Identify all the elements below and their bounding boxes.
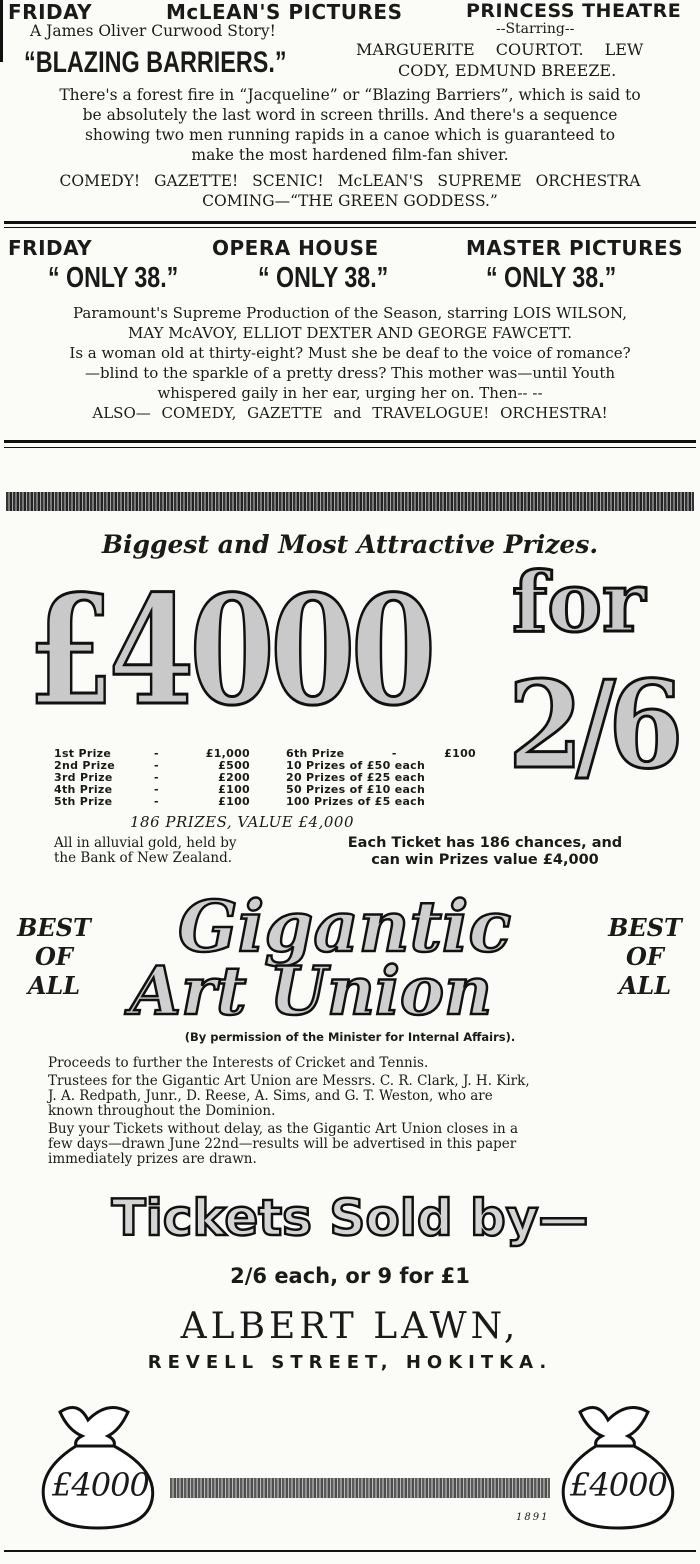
prize-list-left	[54, 748, 250, 808]
ad1-cast-line2: CODY, EDMUND BREEZE.	[398, 61, 617, 80]
prize-label: 20 Prizes of £25 each	[286, 771, 426, 784]
ad2-line: whispered gaily in her ear, urging her on. Then-- --	[157, 384, 543, 402]
permission-line: (By permission of the Minister for Internal Affairs).	[184, 1030, 516, 1044]
divider-rule	[4, 1550, 696, 1552]
prize-amount: £500	[218, 759, 250, 772]
note-line: Buy your Tickets without delay, as the Gigantic Art Union closes in a	[48, 1121, 519, 1137]
price-amount: 2/6	[508, 655, 677, 796]
ad1-title: “BLAZING BARRIERS.”	[24, 46, 287, 79]
note-line: J. A. Redpath, Junr., D. Reese, A. Sims, and G. T. Weston, who are	[48, 1088, 493, 1104]
prize-dash: -	[154, 795, 159, 808]
prize-table-left	[54, 748, 250, 808]
chances-note	[300, 835, 670, 869]
divider-rule	[4, 221, 696, 224]
prize-label: 1st Prize	[54, 747, 112, 760]
ad2-line: Is a woman old at thirty-eight? Must she be deaf to the voice of romance?	[69, 344, 631, 362]
ad3-headline: Biggest and Most Attractive Prizes.	[101, 530, 599, 559]
prize-dash: -	[154, 759, 159, 772]
prize-label: 3rd Prize	[54, 771, 113, 784]
best-word: BEST	[608, 913, 682, 942]
ad2-line: ALSO— COMEDY, GAZETTE and TRAVELOGUE! ORCHESTRA!	[92, 404, 608, 422]
ad1-day: FRIDAY	[8, 0, 93, 24]
bag-right-amount: £4000	[570, 1466, 667, 1504]
note-line: immediately prizes are drawn.	[48, 1151, 257, 1167]
left-border	[0, 0, 3, 62]
divider-rule	[4, 227, 696, 228]
tickets-sold-by: Tickets Sold by—	[111, 1189, 589, 1247]
for-word: for	[512, 555, 646, 651]
chances-line: can win Prizes value £4,000	[371, 852, 599, 868]
best-word: OF	[35, 942, 73, 971]
ad1-desc-line: There's a forest fire in “Jacqueline” or “Blazing Barriers”, which is said to	[59, 86, 641, 104]
ad2-company: MASTER PICTURES	[466, 236, 684, 260]
prize-label: 6th Prize	[286, 747, 345, 760]
ad1-extras: COMEDY! GAZETTE! SCENIC! McLEAN'S SUPREME ORCHESTRA	[59, 172, 641, 190]
prize-amount: £1,000	[205, 747, 250, 760]
best-word: OF	[626, 942, 664, 971]
ad-code: 1891	[516, 1512, 550, 1523]
seller-name: ALBERT LAWN,	[180, 1306, 520, 1347]
prize-amount: £100	[218, 783, 250, 796]
art-union-word: Art Union	[130, 952, 493, 1030]
ad1-desc-line: showing two men running rapids in a canoe which is guaranteed to	[84, 126, 616, 144]
best-word: ALL	[27, 971, 81, 1000]
ad1-company: McLEAN'S PICTURES	[166, 0, 403, 24]
ad2-line: —blind to the sparkle of a pretty dress? This mother was—until Youth	[84, 364, 616, 382]
note-line: few days—drawn June 22nd—results will be advertised in this paper	[48, 1136, 517, 1152]
ad2-title-3: “ ONLY 38.”	[486, 262, 617, 294]
prize-dash: -	[154, 771, 159, 784]
gold-note-line: All in alluvial gold, held by	[54, 835, 237, 851]
gold-note	[54, 836, 236, 866]
ad1-desc-line: make the most hardened film-fan shiver.	[191, 146, 509, 164]
best-word: ALL	[618, 971, 672, 1000]
prize-dash: -	[154, 747, 159, 760]
ad1-description	[6, 85, 694, 165]
prize-dash: -	[154, 783, 159, 796]
ad1-coming: COMING—“THE GREEN GODDESS.”	[202, 192, 498, 210]
note-line: Trustees for the Gigantic Art Union are Messrs. C. R. Clark, J. H. Kirk,	[48, 1073, 530, 1089]
prize-label: 4th Prize	[54, 783, 113, 796]
prize-label: 2nd Prize	[54, 759, 116, 772]
seller-address: REVELL STREET, HOKITKA.	[147, 1352, 553, 1373]
ad2-day: FRIDAY	[8, 236, 93, 260]
prize-label: 5th Prize	[54, 795, 113, 808]
prize-amount: £100	[444, 747, 476, 760]
bag-left-amount: £4000	[52, 1466, 149, 1504]
ad1-story-line: A James Oliver Curwood Story!	[30, 22, 276, 40]
ad2-description	[2, 303, 698, 423]
chances-line: Each Ticket has 186 chances, and	[347, 835, 623, 851]
gigantic-word: Gigantic	[178, 885, 512, 968]
notes-block	[48, 1056, 668, 1167]
ad2-line: Paramount's Supreme Production of the Season, starring LOIS WILSON,	[73, 304, 627, 322]
divider-rule	[4, 447, 696, 448]
note-line: Proceeds to further the Interests of Cricket and Tennis.	[48, 1055, 429, 1071]
ad2-venue: OPERA HOUSE	[212, 236, 379, 260]
ticket-price: 2/6 each, or 9 for £1	[230, 1264, 470, 1288]
ad2-title-2: “ ONLY 38.”	[258, 262, 389, 294]
prize-label: 100 Prizes of £5 each	[286, 795, 426, 808]
total-prizes-line: 186 PRIZES, VALUE £4,000	[130, 813, 354, 831]
ad2-line: MAY McAVOY, ELLIOT DEXTER AND GEORGE FAWCETT.	[127, 324, 572, 342]
prize-list-right	[286, 748, 476, 808]
best-of-all-right	[600, 913, 690, 1000]
prize-label: 10 Prizes of £50 each	[286, 759, 426, 772]
ad1-venue: PRINCESS THEATRE	[466, 0, 682, 22]
bottom-speckled-border	[170, 1478, 550, 1498]
top-speckled-border	[6, 492, 694, 511]
divider-rule	[4, 440, 696, 443]
ad1-cast-line1: MARGUERITE COURTOT. LEW	[356, 40, 644, 59]
prize-amount: £100	[218, 795, 250, 808]
gold-note-line: the Bank of New Zealand.	[54, 850, 233, 866]
prize-label: 50 Prizes of £10 each	[286, 783, 426, 796]
ad1-starring-label: --Starring--	[496, 21, 575, 37]
ad1-desc-line: be absolutely the last word in screen thrills. And there's a sequence	[82, 106, 618, 124]
best-of-all-left	[14, 913, 94, 1000]
prize-dash: -	[391, 747, 397, 760]
prize-table-right	[286, 748, 476, 808]
prize-amount: £200	[218, 771, 250, 784]
prize-row	[286, 796, 476, 808]
big-amount: £4000	[28, 563, 432, 739]
best-word: BEST	[17, 913, 91, 942]
ad2-title-1: “ ONLY 38.”	[48, 262, 179, 294]
note-line: known throughout the Dominion.	[48, 1103, 276, 1119]
